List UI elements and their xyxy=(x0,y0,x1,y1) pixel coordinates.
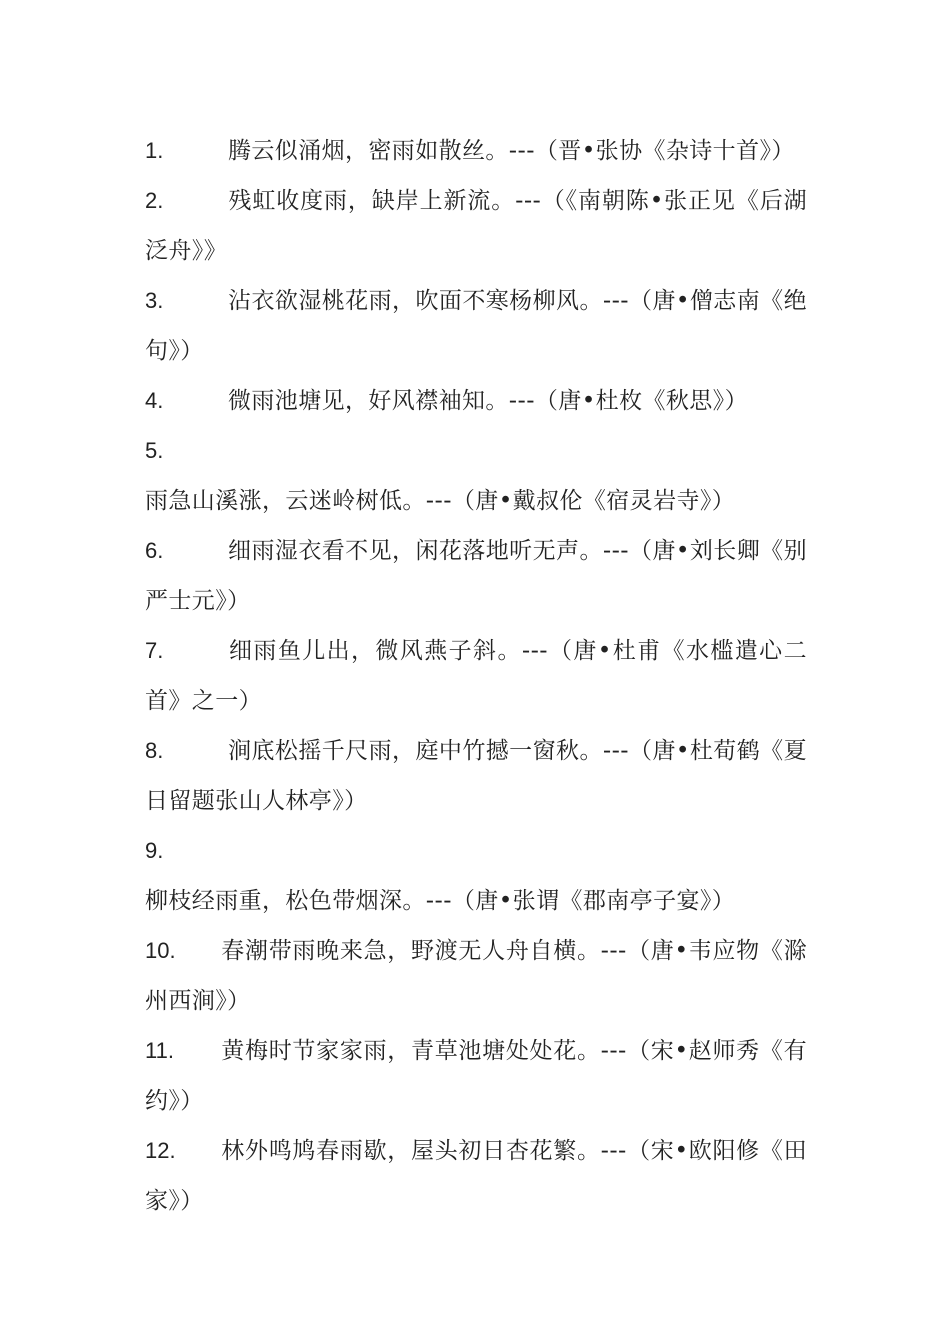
list-item xyxy=(145,426,807,526)
list-item xyxy=(145,376,807,426)
poem-list xyxy=(145,126,807,1226)
item-text: 腾云似涌烟，密雨如散丝。---（晋•张协《杂诗十首》） xyxy=(228,138,795,164)
item-text: 林外鸣鸠春雨歇，屋头初日杏花繁。---（宋•欧阳修《田家》） xyxy=(145,1138,807,1214)
item-number: 9. xyxy=(145,838,164,863)
item-text: 沾衣欲湿桃花雨，吹面不寒杨柳风。---（唐•僧志南《绝句》） xyxy=(145,288,807,364)
list-item xyxy=(145,626,807,726)
item-number: 7. xyxy=(145,638,164,663)
item-text: 涧底松摇千尺雨，庭中竹撼一窗秋。---（唐•杜荀鹤《夏日留题张山人林亭》） xyxy=(145,738,807,814)
item-text: 春潮带雨晚来急，野渡无人舟自横。---（唐•韦应物《滁州西涧》） xyxy=(145,938,807,1014)
item-number: 1. xyxy=(145,138,164,163)
item-number: 6. xyxy=(145,538,164,563)
item-text: 细雨鱼儿出，微风燕子斜。---（唐•杜甫《水槛遣心二首》之一） xyxy=(145,638,807,714)
item-number: 12. xyxy=(145,1138,176,1163)
item-text: 黄梅时节家家雨，青草池塘处处花。---（宋•赵师秀《有约》） xyxy=(145,1038,807,1114)
item-number: 11. xyxy=(145,1038,174,1063)
list-item xyxy=(145,826,807,926)
item-number: 2. xyxy=(145,188,164,213)
item-number: 5. xyxy=(145,438,164,463)
list-item xyxy=(145,126,807,176)
item-number: 4. xyxy=(145,388,164,413)
item-text: 细雨湿衣看不见，闲花落地听无声。---（唐•刘长卿《别严士元》） xyxy=(145,538,807,614)
item-number: 3. xyxy=(145,288,164,313)
item-text: 微雨池塘见，好风襟袖知。---（唐•杜枚《秋思》） xyxy=(228,388,748,414)
list-item xyxy=(145,176,807,276)
item-number: 8. xyxy=(145,738,164,763)
item-text: 雨急山溪涨，云迷岭树低。---（唐•戴叔伦《宿灵岩寺》） xyxy=(145,488,736,514)
list-item xyxy=(145,1026,807,1126)
list-item xyxy=(145,276,807,376)
list-item xyxy=(145,726,807,826)
list-item xyxy=(145,526,807,626)
item-text: 柳枝经雨重，松色带烟深。---（唐•张谓《郡南亭子宴》） xyxy=(145,888,736,914)
item-text: 残虹收度雨，缺岸上新流。---（《南朝陈•张正见《后湖泛舟》》 xyxy=(145,188,807,264)
list-item xyxy=(145,926,807,1026)
list-item xyxy=(145,1126,807,1226)
item-number: 10. xyxy=(145,938,176,963)
